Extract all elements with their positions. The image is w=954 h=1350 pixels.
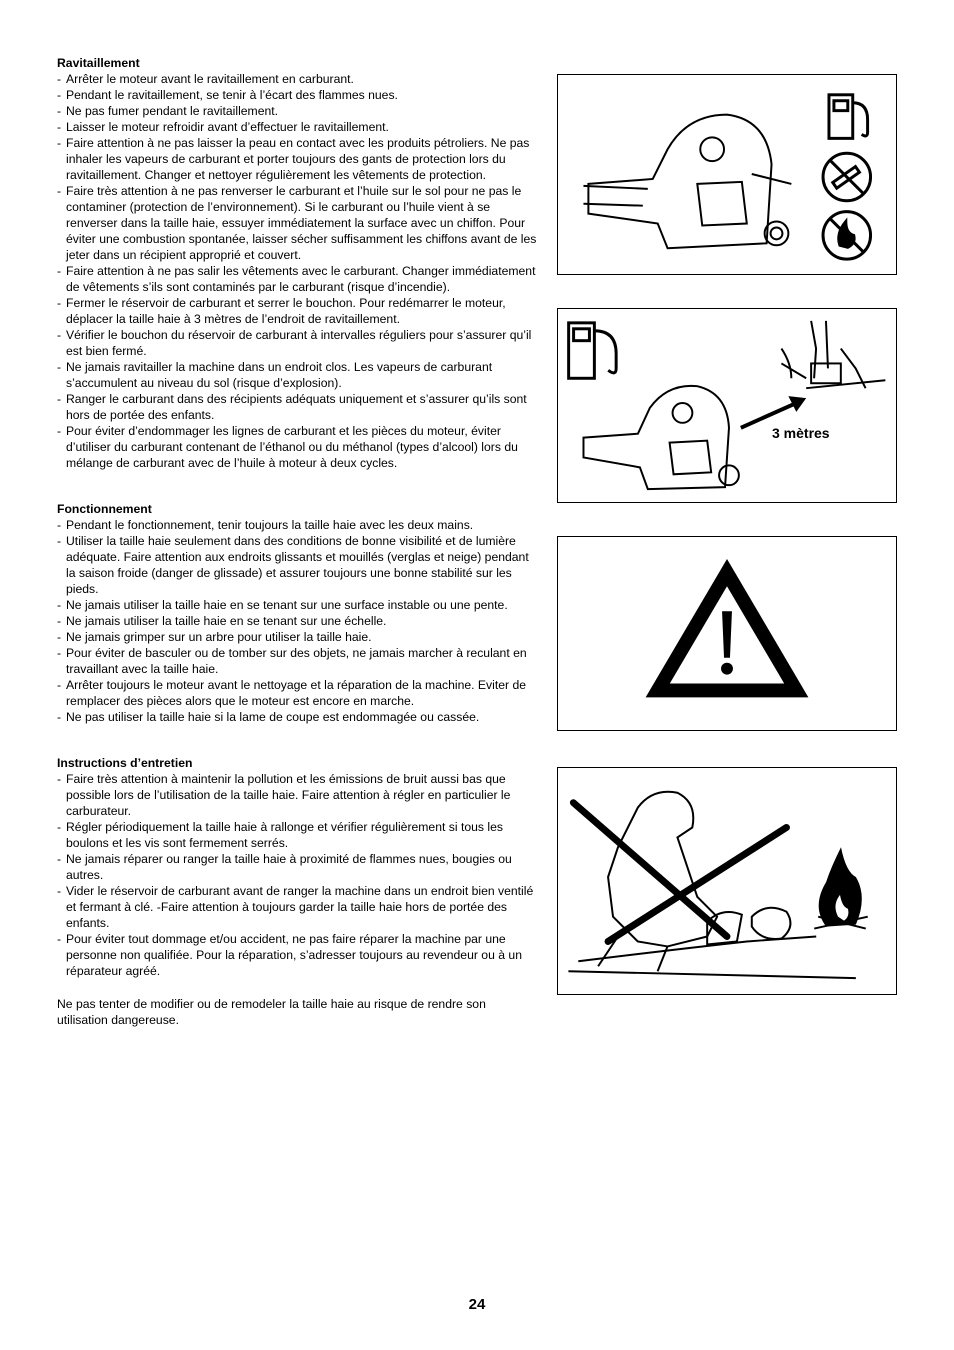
list-item: - Ne jamais ravitailler la machine dans un endroit clos. Les vapeurs de carburant s’accumulent au niveau du sol (risque d’explosion).	[57, 359, 537, 391]
list-item: - Laisser le moteur refroidir avant d’effectuer le ravitaillement.	[57, 119, 537, 135]
list-item: - Pour éviter de basculer ou de tomber sur des objets, ne jamais marcher à reculant en travaillant avec la taille haie.	[57, 645, 537, 677]
bullet-list	[57, 71, 537, 471]
list-item: - Ne jamais réparer ou ranger la taille haie à proximité de flammes nues, bougies ou autres.	[57, 851, 537, 883]
list-item: - Pendant le ravitaillement, se tenir à l’écart des flammes nues.	[57, 87, 537, 103]
bullet-list	[57, 771, 537, 979]
figure-warning	[557, 536, 897, 731]
cross-icon	[573, 803, 786, 942]
text-column	[57, 55, 537, 1040]
list-item: - Vérifier le bouchon du réservoir de carburant à intervalles réguliers pour s’assurer qu’il est bien fermé.	[57, 327, 537, 359]
arrow-icon	[741, 396, 806, 428]
list-item: - Arrêter le moteur avant le ravitaillement en carburant.	[57, 71, 537, 87]
no-smoking-icon	[823, 153, 871, 201]
figure-no-repair-near-flame	[557, 767, 897, 995]
list-item: - Fermer le réservoir de carburant et serrer le bouchon. Pour redémarrer le moteur, déplacer la taille haie à 3 mètres de l’endroit de ravitaillement.	[57, 295, 537, 327]
section-ravitaillement	[57, 55, 537, 471]
list-item: - Faire attention à ne pas laisser la peau en contact avec les produits pétroliers. Ne pas inhaler les vapeurs de carburant et porter toujours des gants de protection lors du ravitaillement. Changer et nettoyer régulièrement les vêtements de protection.	[57, 135, 537, 183]
list-item: - Pour éviter d’endommager les lignes de carburant et les pièces du moteur, éviter d’utiliser du carburant contenant de l’éthanol ou du méthanol (types d’alcool) lors du mélange de carburant avec de l’huile à moteur à deux cycles.	[57, 423, 537, 471]
distance-illustration	[558, 309, 896, 502]
figure-refuel-prohibitions	[557, 74, 897, 275]
section-title: Fonctionnement	[57, 502, 152, 516]
list-item: - Ne pas utiliser la taille haie si la lame de coupe est endommagée ou cassée.	[57, 709, 537, 725]
list-item: - Ne jamais utiliser la taille haie en se tenant sur une échelle.	[57, 613, 537, 629]
closing-note: Ne pas tenter de modifier ou de remodeler la taille haie au risque de rendre son utilisation dangereuse.	[57, 997, 486, 1027]
section-title: Ravitaillement	[57, 56, 140, 70]
fuel-pump-icon	[569, 323, 617, 378]
refuel-illustration	[558, 75, 896, 274]
list-item: - Utiliser la taille haie seulement dans des conditions de bonne visibilité et de lumière adéquate. Faire attention aux endroits glissants et mouillés (verglas et neige) pendant la saison froide (danger de glissade) et assurer toujours une bonne stabilité sur les pieds.	[57, 533, 537, 597]
warning-triangle-icon	[558, 537, 896, 730]
bullet-list	[57, 517, 537, 725]
list-item: - Faire très attention à maintenir la pollution et les émissions de bruit aussi bas que possible lors de l’utilisation de la taille haie. Faire attention à régler en particulier le carburateur.	[57, 771, 537, 819]
section-entretien	[57, 755, 537, 979]
list-item: - Vider le réservoir de carburant avant de ranger la machine dans un endroit bien ventilé et fermant à clé. -Faire attention à toujours garder la taille haie hors de portée des enfants.	[57, 883, 537, 931]
list-item: - Pour éviter tout dommage et/ou accident, ne pas faire réparer la machine par une personne non qualifiée. Pour la réparation, s’adresser toujours au revendeur ou à un réparateur agréé.	[57, 931, 537, 979]
fuel-pump-icon	[829, 95, 868, 139]
list-item: - Faire très attention à ne pas renverser le carburant et l’huile sur le sol pour ne pas le contaminer (protection de l’environnement). Si le carburant ou l’huile vient à se renverser dans la taille haie, essuyer immédiatement la surface avec un chiffon. Pour éviter une combustion spontanée, laisser sécher suffisamment les chiffons avant de les jeter dans un récipient approprié et couvert.	[57, 183, 537, 263]
section-fonctionnement	[57, 501, 537, 725]
list-item: - Ne jamais utiliser la taille haie en se tenant sur une surface instable ou une pente.	[57, 597, 537, 613]
distance-label: 3 mètres	[772, 425, 830, 441]
crossed-out-illustration	[558, 768, 896, 994]
list-item: - Régler périodiquement la taille haie à rallonge et vérifier régulièrement si tous les boulons et les vis sont fermement serrés.	[57, 819, 537, 851]
flame-icon	[814, 847, 868, 928]
list-item: - Faire attention à ne pas salir les vêtements avec le carburant. Changer immédiatement de vêtements s’ils sont contaminés par le carburant (risque d’incendie).	[57, 263, 537, 295]
section-title: Instructions d’entretien	[57, 756, 193, 770]
no-flame-icon	[823, 212, 871, 260]
list-item: - Ranger le carburant dans des récipients adéquats uniquement et s’assurer qu’ils sont hors de portée des enfants.	[57, 391, 537, 423]
list-item: - Ne pas fumer pendant le ravitaillement.	[57, 103, 537, 119]
figure-three-metres	[557, 308, 897, 503]
list-item: - Pendant le fonctionnement, tenir toujours la taille haie avec les deux mains.	[57, 517, 537, 533]
page-number: 24	[468, 1296, 486, 1313]
list-item: - Arrêter toujours le moteur avant le nettoyage et la réparation de la machine. Eviter de remplacer des pièces alors que le moteur est encore en marche.	[57, 677, 537, 709]
list-item: - Ne jamais grimper sur un arbre pour utiliser la taille haie.	[57, 629, 537, 645]
